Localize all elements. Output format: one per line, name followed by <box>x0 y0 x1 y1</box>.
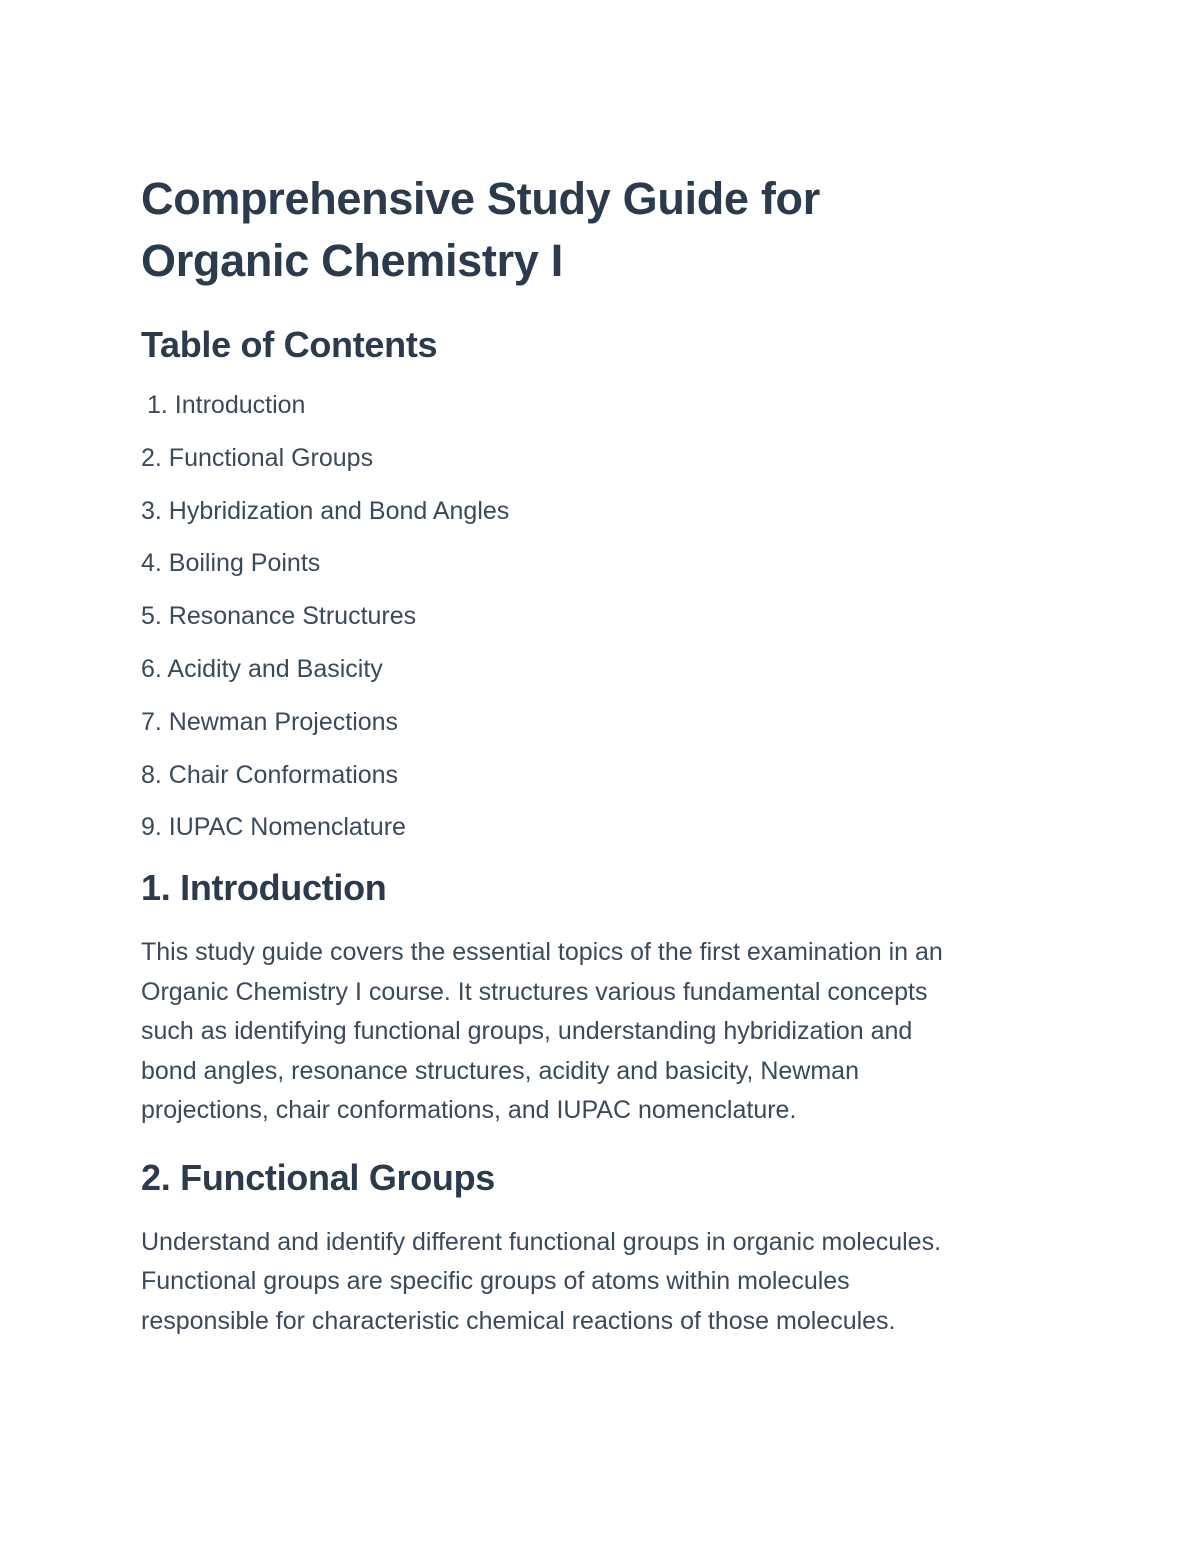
section-introduction <box>141 865 1061 1131</box>
toc-item-functional-groups: 2. Functional Groups <box>141 443 374 472</box>
document-page <box>141 168 1061 1341</box>
section-body-introduction <box>141 933 1061 1131</box>
paragraph-line: This study guide covers the essential topics of the first examination in an <box>141 938 943 967</box>
toc-item-resonance: 5. Resonance Structures <box>141 602 417 631</box>
paragraph-line: bond angles, resonance structures, acidity and basicity, Newman <box>141 1056 859 1085</box>
document-title <box>141 168 1061 292</box>
section-heading-introduction: 1. Introduction <box>141 867 387 909</box>
toc-item-iupac-nomenclature: 9. IUPAC Nomenclature <box>141 813 406 842</box>
section-heading-functional-groups: 2. Functional Groups <box>141 1156 496 1198</box>
toc-item-hybridization: 3. Hybridization and Bond Angles <box>141 496 510 525</box>
toc-item-boiling-points: 4. Boiling Points <box>141 549 321 578</box>
toc-item-chair-conformations: 8. Chair Conformations <box>141 760 399 789</box>
toc-item-newman-projections: 7. Newman Projections <box>141 707 399 736</box>
section-functional-groups <box>141 1155 1061 1342</box>
section-body-functional-groups <box>141 1223 1061 1342</box>
paragraph-line: Functional groups are specific groups of atoms within molecules <box>141 1267 850 1296</box>
document-title-line-2: Organic Chemistry I <box>141 235 563 286</box>
toc-item-introduction: 1. Introduction <box>147 391 306 419</box>
toc-item-acidity-basicity: 6. Acidity and Basicity <box>141 654 383 683</box>
paragraph-line: projections, chair conformations, and IUPAC nomenclature. <box>141 1096 797 1125</box>
table-of-contents <box>141 390 1061 842</box>
paragraph-line: responsible for characteristic chemical reactions of those molecules. <box>141 1306 896 1335</box>
paragraph-line: Organic Chemistry I course. It structures various fundamental concepts <box>141 977 928 1006</box>
toc-heading: Table of Contents <box>141 324 438 365</box>
paragraph-line: such as identifying functional groups, understanding hybridization and <box>141 1017 913 1046</box>
paragraph-line: Understand and identify different functional groups in organic molecules. <box>141 1227 942 1256</box>
document-title-line-1: Comprehensive Study Guide for <box>141 173 820 224</box>
